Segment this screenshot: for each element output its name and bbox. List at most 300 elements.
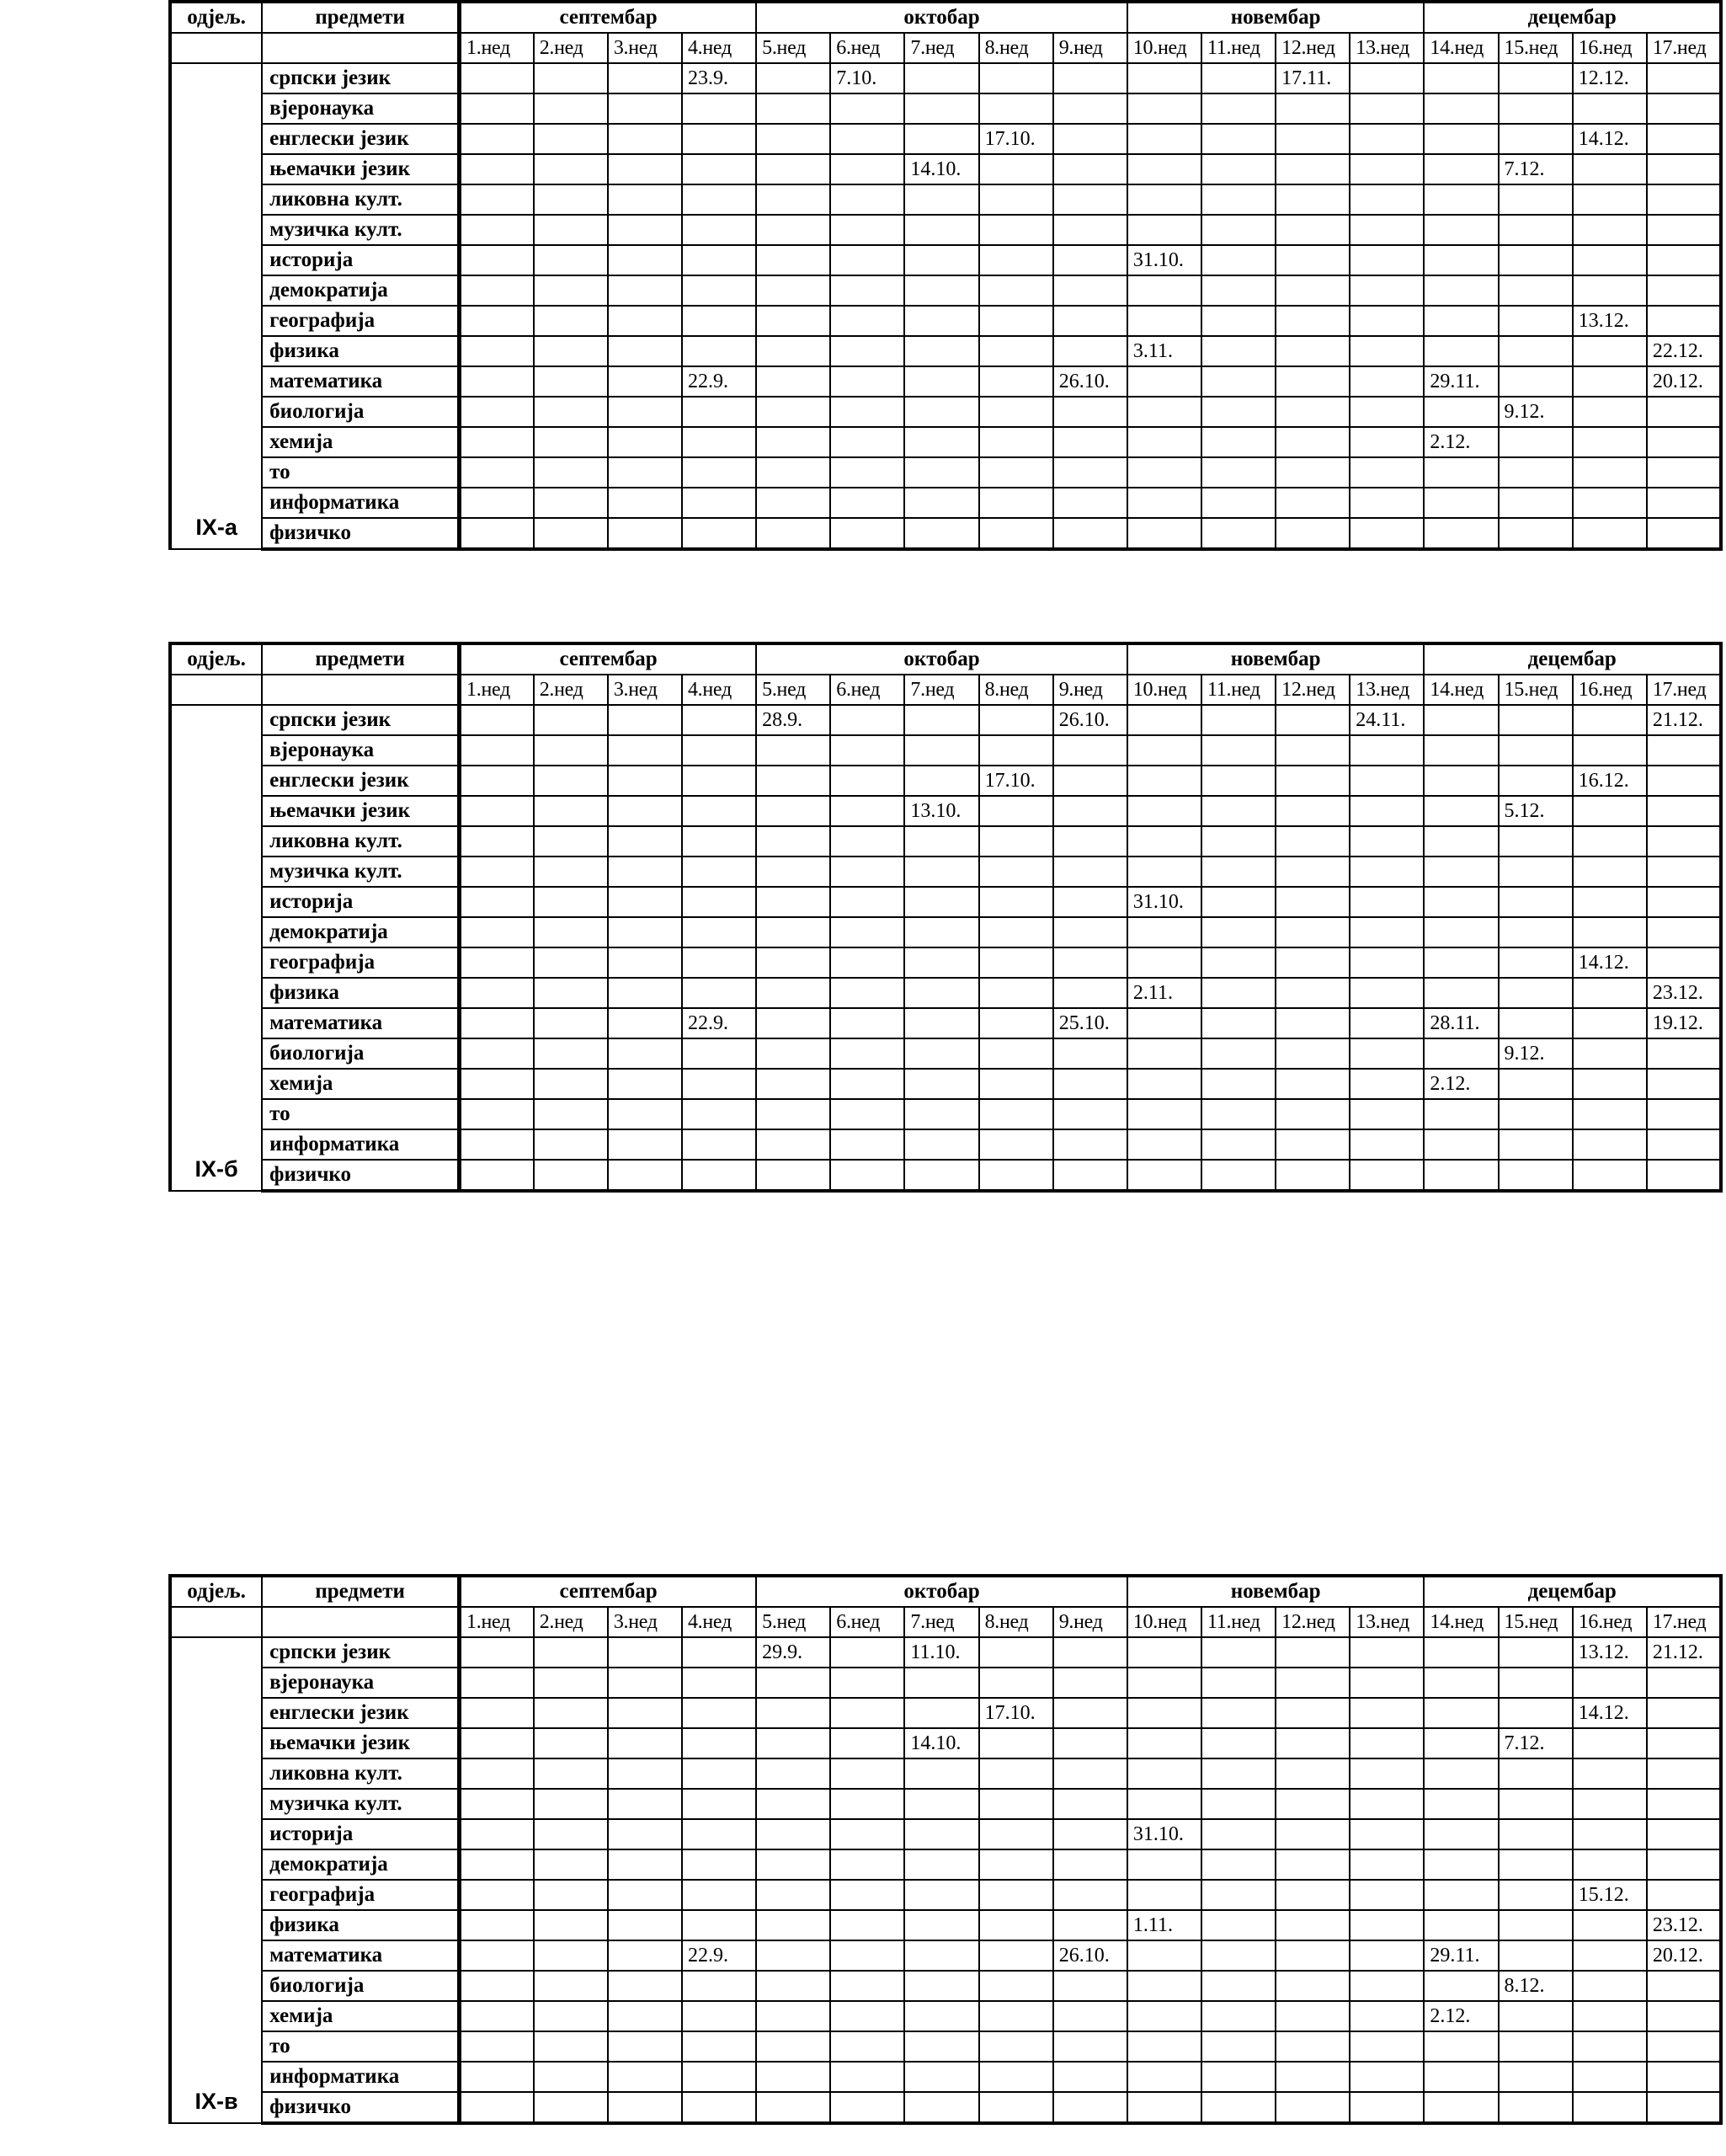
test-date-cell bbox=[1499, 518, 1573, 549]
test-date-cell bbox=[1424, 306, 1498, 336]
test-date-cell: 28.9. bbox=[756, 705, 830, 735]
test-date-cell bbox=[1201, 245, 1276, 275]
test-date-cell bbox=[1647, 1758, 1721, 1789]
month-header: децембар bbox=[1424, 1576, 1721, 1607]
test-date-cell bbox=[682, 2092, 756, 2123]
week-header-row bbox=[170, 1607, 1721, 1637]
test-date-cell bbox=[460, 63, 534, 93]
subject-name: њемачки језик bbox=[262, 154, 459, 184]
test-date-cell bbox=[979, 397, 1053, 427]
test-date-cell bbox=[682, 947, 756, 978]
test-date-cell bbox=[830, 1728, 904, 1758]
test-date-cell bbox=[534, 2092, 608, 2123]
test-date-cell bbox=[1647, 1668, 1721, 1698]
subject-name: демократија bbox=[262, 917, 459, 947]
test-date-cell bbox=[1350, 1637, 1424, 1668]
test-date-cell bbox=[1573, 93, 1647, 124]
subject-name: енглески језик bbox=[262, 124, 459, 154]
test-date-cell bbox=[756, 154, 830, 184]
test-date-cell: 5.12. bbox=[1499, 796, 1573, 826]
test-date-cell bbox=[534, 705, 608, 735]
table-row bbox=[170, 917, 1721, 947]
test-date-cell bbox=[460, 857, 534, 887]
test-date-cell bbox=[460, 1849, 534, 1880]
test-date-cell: 3.11. bbox=[1127, 336, 1201, 366]
test-date-cell bbox=[460, 1637, 534, 1668]
test-date-cell bbox=[534, 1069, 608, 1099]
test-date-cell bbox=[460, 1728, 534, 1758]
test-date-cell bbox=[608, 1819, 682, 1849]
test-date-cell bbox=[534, 397, 608, 427]
test-date-cell: 29.11. bbox=[1424, 1940, 1498, 1971]
test-date-cell: 23.12. bbox=[1647, 1910, 1721, 1940]
test-date-cell bbox=[608, 1758, 682, 1789]
test-date-cell bbox=[1053, 488, 1127, 518]
test-date-cell: 17.10. bbox=[979, 766, 1053, 796]
test-date-cell bbox=[756, 1008, 830, 1038]
week-header: 8.нед bbox=[979, 675, 1053, 705]
test-date-cell bbox=[1053, 93, 1127, 124]
test-date-cell bbox=[608, 1880, 682, 1910]
test-date-cell bbox=[1127, 2001, 1201, 2031]
test-date-cell: 22.9. bbox=[682, 1940, 756, 1971]
subject-name: ликовна култ. bbox=[262, 184, 459, 215]
test-date-cell bbox=[1201, 397, 1276, 427]
test-date-cell: 11.10. bbox=[904, 1637, 978, 1668]
test-date-cell: 8.12. bbox=[1499, 1971, 1573, 2001]
test-date-cell bbox=[1201, 366, 1276, 397]
test-date-cell bbox=[756, 93, 830, 124]
test-date-cell bbox=[1276, 215, 1350, 245]
test-date-cell: 13.12. bbox=[1573, 306, 1647, 336]
table-row bbox=[170, 336, 1721, 366]
subject-name: енглески језик bbox=[262, 766, 459, 796]
test-date-cell bbox=[1276, 1008, 1350, 1038]
test-date-cell: 31.10. bbox=[1127, 1819, 1201, 1849]
table-row bbox=[170, 947, 1721, 978]
test-date-cell bbox=[904, 397, 978, 427]
test-date-cell bbox=[1499, 887, 1573, 917]
test-date-cell bbox=[1499, 2001, 1573, 2031]
table-row bbox=[170, 1849, 1721, 1880]
test-date-cell: 16.12. bbox=[1573, 766, 1647, 796]
test-date-cell bbox=[904, 93, 978, 124]
test-date-cell bbox=[682, 857, 756, 887]
week-header: 5.нед bbox=[756, 1607, 830, 1637]
test-date-cell bbox=[460, 1160, 534, 1191]
test-date-cell bbox=[1350, 1728, 1424, 1758]
table-row bbox=[170, 63, 1721, 93]
subject-name: биологија bbox=[262, 1971, 459, 2001]
test-date-cell bbox=[979, 366, 1053, 397]
test-date-cell bbox=[756, 215, 830, 245]
test-date-cell bbox=[1573, 887, 1647, 917]
test-date-cell: 14.10. bbox=[904, 1728, 978, 1758]
test-date-cell bbox=[1201, 2001, 1276, 2031]
table-row bbox=[170, 1008, 1721, 1038]
test-date-cell bbox=[1201, 887, 1276, 917]
test-date-cell bbox=[756, 1038, 830, 1069]
test-date-cell bbox=[1499, 1668, 1573, 1698]
test-date-cell bbox=[534, 306, 608, 336]
test-date-cell bbox=[1350, 2001, 1424, 2031]
test-date-cell bbox=[830, 93, 904, 124]
test-date-cell bbox=[1350, 947, 1424, 978]
test-date-cell bbox=[756, 518, 830, 549]
test-date-cell bbox=[1127, 1849, 1201, 1880]
test-date-cell bbox=[756, 1910, 830, 1940]
week-header: 13.нед bbox=[1350, 1607, 1424, 1637]
test-date-cell bbox=[830, 1160, 904, 1191]
test-date-cell bbox=[1647, 1069, 1721, 1099]
test-date-cell bbox=[1424, 947, 1498, 978]
test-date-cell bbox=[979, 2031, 1053, 2062]
test-date-cell bbox=[1647, 215, 1721, 245]
test-date-cell bbox=[1350, 887, 1424, 917]
test-date-cell bbox=[534, 1008, 608, 1038]
test-date-cell bbox=[1350, 2031, 1424, 2062]
test-date-cell bbox=[682, 1849, 756, 1880]
test-date-cell bbox=[1350, 397, 1424, 427]
blank-header-cell bbox=[262, 33, 459, 63]
table-row bbox=[170, 154, 1721, 184]
week-header-row bbox=[170, 33, 1721, 63]
test-date-cell bbox=[1647, 1698, 1721, 1728]
test-date-cell bbox=[904, 1849, 978, 1880]
test-date-cell bbox=[1499, 1758, 1573, 1789]
subject-name: информатика bbox=[262, 1129, 459, 1160]
test-date-cell bbox=[1573, 1789, 1647, 1819]
test-date-cell bbox=[830, 275, 904, 306]
subject-name: физичко bbox=[262, 518, 459, 549]
test-date-cell bbox=[904, 488, 978, 518]
test-date-cell bbox=[830, 1008, 904, 1038]
test-date-cell bbox=[1276, 1069, 1350, 1099]
test-date-cell bbox=[1350, 1668, 1424, 1698]
test-date-cell bbox=[1127, 1789, 1201, 1819]
test-date-cell bbox=[756, 488, 830, 518]
test-date-cell bbox=[1276, 306, 1350, 336]
week-header: 5.нед bbox=[756, 675, 830, 705]
test-date-cell bbox=[682, 245, 756, 275]
test-date-cell bbox=[979, 518, 1053, 549]
test-date-cell bbox=[904, 1910, 978, 1940]
table-row bbox=[170, 1038, 1721, 1069]
test-date-cell bbox=[1201, 705, 1276, 735]
test-date-cell bbox=[1499, 1637, 1573, 1668]
test-date-cell bbox=[460, 2092, 534, 2123]
test-date-cell bbox=[460, 887, 534, 917]
test-date-cell bbox=[1499, 1160, 1573, 1191]
test-date-cell bbox=[534, 1038, 608, 1069]
test-date-cell bbox=[460, 735, 534, 766]
test-date-cell bbox=[1053, 1668, 1127, 1698]
test-date-cell bbox=[1350, 275, 1424, 306]
test-date-cell bbox=[1424, 124, 1498, 154]
test-date-cell bbox=[1276, 1880, 1350, 1910]
test-date-cell bbox=[1201, 1910, 1276, 1940]
test-date-cell bbox=[1573, 826, 1647, 857]
test-date-cell: 29.11. bbox=[1424, 366, 1498, 397]
test-date-cell bbox=[1127, 796, 1201, 826]
test-date-cell: 2.12. bbox=[1424, 1069, 1498, 1099]
test-date-cell bbox=[460, 1910, 534, 1940]
test-date-cell bbox=[460, 1008, 534, 1038]
test-date-cell bbox=[682, 705, 756, 735]
dept-column-header: одјељ. bbox=[170, 2, 262, 33]
test-date-cell bbox=[1127, 1160, 1201, 1191]
blank-header-cell bbox=[170, 675, 262, 705]
test-date-cell bbox=[904, 1971, 978, 2001]
test-date-cell bbox=[1276, 336, 1350, 366]
table-row bbox=[170, 857, 1721, 887]
test-date-cell bbox=[1127, 1698, 1201, 1728]
table-row bbox=[170, 1637, 1721, 1668]
test-date-cell bbox=[1053, 154, 1127, 184]
test-date-cell bbox=[1201, 2092, 1276, 2123]
test-date-cell bbox=[756, 917, 830, 947]
test-date-cell bbox=[1201, 1698, 1276, 1728]
test-date-cell bbox=[979, 1099, 1053, 1129]
test-date-cell bbox=[1201, 1008, 1276, 1038]
test-date-cell bbox=[608, 457, 682, 488]
test-date-cell bbox=[830, 1940, 904, 1971]
subject-name: енглески језик bbox=[262, 1698, 459, 1728]
test-date-cell bbox=[1276, 1910, 1350, 1940]
test-date-cell bbox=[979, 427, 1053, 457]
test-date-cell bbox=[534, 215, 608, 245]
test-date-cell bbox=[1499, 1940, 1573, 1971]
test-date-cell bbox=[904, 1099, 978, 1129]
test-date-cell bbox=[830, 705, 904, 735]
test-date-cell: 21.12. bbox=[1647, 1637, 1721, 1668]
test-date-cell bbox=[1424, 275, 1498, 306]
test-date-cell bbox=[830, 154, 904, 184]
test-date-cell bbox=[1350, 826, 1424, 857]
test-date-cell bbox=[1573, 518, 1647, 549]
test-date-cell bbox=[1350, 1819, 1424, 1849]
test-date-cell bbox=[608, 275, 682, 306]
test-date-cell bbox=[979, 796, 1053, 826]
test-date-cell bbox=[1647, 917, 1721, 947]
test-date-cell bbox=[1573, 735, 1647, 766]
test-date-cell bbox=[1647, 154, 1721, 184]
test-date-cell bbox=[830, 1971, 904, 2001]
test-date-cell bbox=[1053, 1698, 1127, 1728]
test-date-cell bbox=[1276, 1819, 1350, 1849]
test-date-cell bbox=[1499, 735, 1573, 766]
week-header: 10.нед bbox=[1127, 33, 1201, 63]
test-date-cell bbox=[608, 93, 682, 124]
test-date-cell bbox=[1424, 1129, 1498, 1160]
test-date-cell bbox=[1499, 2092, 1573, 2123]
test-date-cell bbox=[904, 766, 978, 796]
test-date-cell: 9.12. bbox=[1499, 397, 1573, 427]
table-row bbox=[170, 184, 1721, 215]
table-row bbox=[170, 1940, 1721, 1971]
test-date-cell: 14.12. bbox=[1573, 1698, 1647, 1728]
test-date-cell bbox=[904, 705, 978, 735]
test-date-cell bbox=[534, 488, 608, 518]
test-date-cell bbox=[830, 184, 904, 215]
test-date-cell bbox=[1647, 947, 1721, 978]
test-date-cell bbox=[682, 1129, 756, 1160]
test-date-cell bbox=[1127, 1099, 1201, 1129]
test-date-cell bbox=[682, 1758, 756, 1789]
week-header: 16.нед bbox=[1573, 33, 1647, 63]
test-date-cell: 20.12. bbox=[1647, 366, 1721, 397]
test-date-cell bbox=[1424, 1637, 1498, 1668]
test-date-cell bbox=[1201, 306, 1276, 336]
month-header: децембар bbox=[1424, 2, 1721, 33]
test-date-cell bbox=[1276, 93, 1350, 124]
test-date-cell: 14.12. bbox=[1573, 947, 1647, 978]
test-date-cell bbox=[534, 1789, 608, 1819]
test-date-cell bbox=[756, 2062, 830, 2092]
test-date-cell bbox=[979, 1637, 1053, 1668]
subject-name: физика bbox=[262, 336, 459, 366]
test-date-cell bbox=[979, 1129, 1053, 1160]
week-header: 15.нед bbox=[1499, 675, 1573, 705]
table-row bbox=[170, 1789, 1721, 1819]
test-date-cell bbox=[460, 306, 534, 336]
test-date-cell bbox=[830, 397, 904, 427]
test-date-cell bbox=[756, 735, 830, 766]
test-date-cell bbox=[979, 1160, 1053, 1191]
test-date-cell bbox=[1573, 1940, 1647, 1971]
week-header: 1.нед bbox=[460, 1607, 534, 1637]
test-date-cell bbox=[608, 1698, 682, 1728]
table-row bbox=[170, 397, 1721, 427]
test-date-cell bbox=[904, 518, 978, 549]
test-date-cell bbox=[1276, 1789, 1350, 1819]
test-date-cell bbox=[1127, 184, 1201, 215]
test-date-cell bbox=[1499, 1099, 1573, 1129]
test-date-cell bbox=[1276, 2092, 1350, 2123]
test-date-cell bbox=[1276, 796, 1350, 826]
test-date-cell bbox=[1276, 457, 1350, 488]
test-date-cell bbox=[1201, 1819, 1276, 1849]
month-header: октобар bbox=[756, 1576, 1127, 1607]
test-date-cell bbox=[1499, 1069, 1573, 1099]
test-date-cell bbox=[756, 857, 830, 887]
test-date-cell bbox=[1276, 1758, 1350, 1789]
test-date-cell bbox=[1499, 1910, 1573, 1940]
test-date-cell bbox=[460, 1038, 534, 1069]
week-header: 15.нед bbox=[1499, 33, 1573, 63]
test-date-cell bbox=[1424, 978, 1498, 1008]
test-date-cell bbox=[460, 947, 534, 978]
test-date-cell bbox=[1424, 1668, 1498, 1698]
test-date-cell bbox=[534, 857, 608, 887]
test-date-cell bbox=[1647, 1038, 1721, 1069]
test-date-cell bbox=[1647, 1819, 1721, 1849]
test-date-cell bbox=[1276, 518, 1350, 549]
test-date-cell bbox=[756, 947, 830, 978]
test-date-cell bbox=[904, 1789, 978, 1819]
test-date-cell bbox=[1573, 245, 1647, 275]
test-date-cell bbox=[1647, 735, 1721, 766]
test-date-cell bbox=[1647, 1880, 1721, 1910]
test-date-cell bbox=[534, 1910, 608, 1940]
test-date-cell bbox=[756, 1758, 830, 1789]
test-date-cell bbox=[830, 336, 904, 366]
week-header: 15.нед bbox=[1499, 1607, 1573, 1637]
test-date-cell bbox=[1424, 63, 1498, 93]
test-date-cell bbox=[904, 2001, 978, 2031]
test-date-cell bbox=[1573, 154, 1647, 184]
test-date-cell bbox=[1350, 154, 1424, 184]
test-date-cell bbox=[830, 1880, 904, 1910]
test-date-cell bbox=[1424, 215, 1498, 245]
test-date-cell bbox=[756, 306, 830, 336]
test-date-cell bbox=[830, 306, 904, 336]
test-date-cell bbox=[830, 518, 904, 549]
test-date-cell bbox=[1201, 275, 1276, 306]
test-date-cell bbox=[1127, 63, 1201, 93]
test-date-cell bbox=[608, 796, 682, 826]
test-date-cell bbox=[1053, 184, 1127, 215]
test-date-cell bbox=[830, 2031, 904, 2062]
test-date-cell bbox=[1053, 887, 1127, 917]
blank-header-cell bbox=[170, 33, 262, 63]
test-date-cell bbox=[1350, 1940, 1424, 1971]
test-date-cell bbox=[1647, 796, 1721, 826]
test-date-cell bbox=[1276, 2031, 1350, 2062]
month-header: децембар bbox=[1424, 643, 1721, 675]
test-date-cell bbox=[756, 1668, 830, 1698]
test-date-cell bbox=[1499, 857, 1573, 887]
test-date-cell bbox=[1127, 488, 1201, 518]
test-date-cell bbox=[608, 947, 682, 978]
test-date-cell bbox=[608, 1910, 682, 1940]
test-date-cell bbox=[1053, 1971, 1127, 2001]
test-date-cell bbox=[904, 857, 978, 887]
week-header: 12.нед bbox=[1276, 33, 1350, 63]
test-date-cell bbox=[756, 887, 830, 917]
test-date-cell bbox=[1424, 1160, 1498, 1191]
test-date-cell bbox=[1276, 766, 1350, 796]
test-date-cell: 23.12. bbox=[1647, 978, 1721, 1008]
test-date-cell bbox=[1201, 1849, 1276, 1880]
test-date-cell bbox=[534, 275, 608, 306]
test-date-cell bbox=[1053, 1789, 1127, 1819]
test-date-cell bbox=[904, 1038, 978, 1069]
test-date-cell bbox=[1350, 917, 1424, 947]
test-date-cell bbox=[1350, 1160, 1424, 1191]
test-date-cell bbox=[1424, 1728, 1498, 1758]
week-header: 6.нед bbox=[830, 1607, 904, 1637]
class-schedule-table bbox=[168, 0, 1723, 551]
table-row bbox=[170, 978, 1721, 1008]
test-date-cell bbox=[1350, 2062, 1424, 2092]
test-date-cell bbox=[1647, 245, 1721, 275]
test-date-cell bbox=[1499, 947, 1573, 978]
test-date-cell: 9.12. bbox=[1499, 1038, 1573, 1069]
week-header: 1.нед bbox=[460, 33, 534, 63]
test-date-cell bbox=[682, 735, 756, 766]
test-date-cell bbox=[1424, 488, 1498, 518]
test-date-cell bbox=[608, 63, 682, 93]
test-date-cell bbox=[1350, 1008, 1424, 1038]
test-date-cell bbox=[534, 184, 608, 215]
test-date-cell bbox=[1647, 887, 1721, 917]
test-date-cell bbox=[979, 1069, 1053, 1099]
week-header: 9.нед bbox=[1053, 1607, 1127, 1637]
test-date-cell bbox=[756, 1728, 830, 1758]
test-date-cell bbox=[1350, 93, 1424, 124]
test-date-cell bbox=[460, 1698, 534, 1728]
